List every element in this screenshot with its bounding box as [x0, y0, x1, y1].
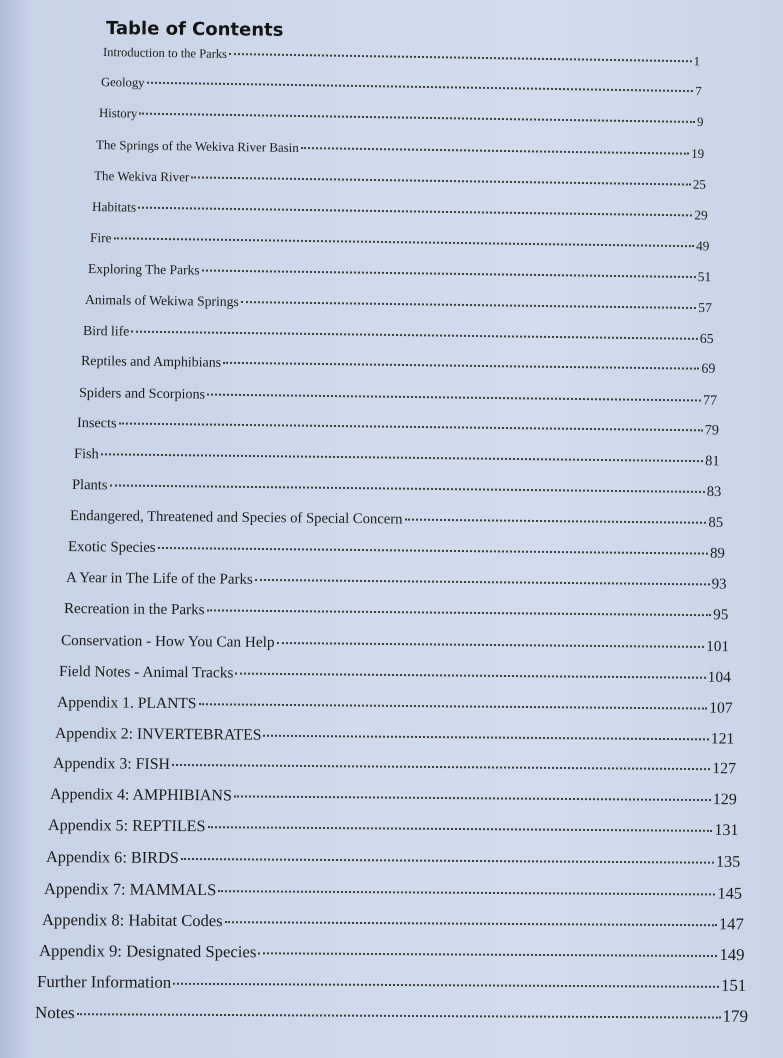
- dot-leader: [201, 268, 695, 278]
- dot-leader: [208, 825, 713, 832]
- toc-entry-page-number: 129: [713, 791, 738, 809]
- toc-entry-label: Plants: [72, 477, 108, 494]
- dot-leader: [118, 422, 702, 432]
- toc-entry: [88, 261, 711, 285]
- dot-leader: [218, 889, 715, 895]
- toc-entry-label: Fire: [89, 229, 112, 246]
- toc-entry-label: Appendix 5: REPTILES: [48, 817, 206, 836]
- dot-leader: [172, 763, 710, 770]
- toc-entry-label: Notes: [34, 1002, 75, 1023]
- toc-entry: [98, 106, 703, 130]
- dot-leader: [263, 733, 708, 740]
- toc-entry: [79, 385, 717, 410]
- dot-leader: [206, 608, 711, 616]
- toc-entry-page-number: 145: [717, 883, 742, 903]
- toc-entry-page-number: 147: [718, 914, 744, 934]
- toc-entry-label: Animals of Wekiwa Springs: [85, 291, 240, 309]
- toc-entry: [96, 137, 704, 162]
- dot-leader: [405, 518, 707, 524]
- toc-entry: [35, 1003, 748, 1027]
- dot-leader: [173, 982, 719, 988]
- toc-entry-page-number: 151: [721, 975, 747, 995]
- toc-entry-label: A Year in The Life of the Parks: [65, 570, 253, 588]
- toc-entry: [90, 230, 710, 254]
- toc-entry: [83, 323, 714, 347]
- toc-entry: [42, 910, 744, 934]
- toc-entry: [81, 354, 716, 378]
- toc-entry-page-number: 89: [709, 545, 725, 562]
- dot-leader: [110, 484, 705, 494]
- dot-leader: [277, 641, 705, 648]
- toc-entry-page-number: 127: [711, 760, 736, 778]
- toc-entry: [44, 879, 742, 904]
- toc-entry: [70, 508, 723, 532]
- toc-entry: [46, 848, 740, 872]
- toc-entry-label: Appendix 8: Habitat Codes: [41, 910, 223, 931]
- toc-entry-page-number: 121: [710, 729, 735, 748]
- toc-entry-label: Field Notes - Animal Tracks: [59, 662, 234, 682]
- toc-entry-page-number: 104: [707, 668, 732, 686]
- toc-entry-label: Appendix 1. PLANTS: [56, 693, 197, 712]
- toc-entry-page-number: 65: [699, 330, 714, 346]
- toc-entry-page-number: 83: [707, 484, 722, 501]
- toc-entry-label: Introduction to the Parks: [102, 44, 228, 61]
- dot-leader: [198, 702, 707, 709]
- toc-entry-label: Insects: [76, 415, 117, 432]
- toc-entry: [59, 663, 731, 687]
- toc-entry: [77, 415, 719, 440]
- toc-entry-label: Further Information: [37, 971, 172, 992]
- dot-leader: [259, 951, 718, 957]
- toc-entry-label: Endangered, Threatened and Species of Special Concern: [70, 508, 403, 528]
- toc-entry: [92, 199, 708, 224]
- toc-entry-label: Reptiles and Amphibians: [80, 353, 222, 371]
- toc-entry: [48, 817, 739, 840]
- toc-entry-page-number: 179: [722, 1006, 749, 1026]
- toc-entry-label: Appendix 3: FISH: [52, 755, 170, 774]
- toc-entry-page-number: 131: [714, 822, 739, 840]
- dot-leader: [146, 81, 693, 92]
- dot-leader: [255, 578, 710, 586]
- toc-entry-label: Conservation - How You Can Help: [61, 631, 275, 651]
- toc-entry: [50, 786, 737, 809]
- dot-leader: [241, 300, 696, 309]
- toc-entry-page-number: 85: [708, 514, 724, 532]
- toc-entry-page-number: 81: [705, 453, 721, 470]
- toc-entry-page-number: 135: [715, 852, 741, 872]
- dot-leader: [77, 1012, 721, 1018]
- toc-entry-label: Appendix 7: MAMMALS: [43, 879, 217, 900]
- toc-entry-page-number: 69: [701, 361, 716, 377]
- dot-leader: [139, 112, 695, 123]
- toc-entry: [72, 477, 722, 501]
- toc-entry-label: The Springs of the Wekiva River Basin: [96, 137, 300, 156]
- toc-entry-page-number: 101: [706, 637, 730, 656]
- toc-entry-page-number: 95: [712, 607, 728, 624]
- toc-entry-label: Appendix 2: INVERTEBRATES: [54, 724, 262, 744]
- toc-entry-page-number: 149: [719, 945, 745, 965]
- dot-leader: [234, 795, 711, 802]
- toc-entry-page-number: 25: [692, 176, 707, 192]
- toc-entry-label: Exploring The Parks: [87, 260, 200, 278]
- toc-entry: [63, 601, 727, 624]
- toc-entry-label: Spiders and Scorpions: [78, 384, 206, 403]
- toc-entry-page-number: 49: [695, 238, 710, 254]
- toc-entry: [52, 755, 735, 778]
- toc-entry-page-number: 79: [704, 422, 719, 439]
- toc-entry: [55, 725, 734, 749]
- toc-entry: [57, 694, 733, 718]
- dot-leader: [224, 920, 716, 926]
- toc-entry-label: Recreation in the Parks: [63, 600, 205, 619]
- dot-leader: [229, 51, 692, 61]
- toc-entry-page-number: 29: [694, 207, 708, 223]
- toc-entry: [85, 292, 712, 316]
- toc-entry: [101, 75, 702, 99]
- toc-entry-label: Appendix 6: BIRDS: [45, 848, 179, 868]
- toc-entry-label: Exotic Species: [67, 539, 156, 556]
- toc-entry-page-number: 57: [698, 299, 713, 316]
- dot-leader: [158, 546, 708, 555]
- toc-entry: [39, 941, 745, 965]
- toc-entry: [61, 632, 729, 656]
- toc-entry-page-number: 19: [691, 145, 705, 162]
- toc-entry-label: Habitats: [91, 199, 137, 215]
- toc-entry: [68, 539, 725, 563]
- dot-leader: [132, 329, 698, 339]
- toc-entry-page-number: 77: [702, 392, 718, 409]
- toc-entry-page-number: 107: [709, 699, 733, 717]
- toc-entry-page-number: 51: [697, 268, 711, 285]
- toc-title: Table of Contents: [105, 18, 284, 41]
- dot-leader: [207, 392, 701, 401]
- toc-entry-label: Fish: [74, 446, 100, 463]
- toc-entry: [94, 168, 706, 193]
- dot-leader: [223, 360, 699, 369]
- dot-leader: [101, 453, 703, 463]
- dot-leader: [236, 671, 706, 678]
- toc-entry-label: Bird life: [83, 322, 130, 339]
- toc-entry: [103, 45, 700, 69]
- toc-entry: [37, 972, 746, 996]
- dot-leader: [301, 146, 689, 155]
- dot-leader: [192, 176, 692, 186]
- toc-entry-label: The Wekiva River: [94, 168, 190, 185]
- toc-entry-page-number: 93: [711, 576, 727, 593]
- dot-leader: [181, 857, 714, 864]
- toc-entry: [74, 446, 720, 470]
- dot-leader: [138, 206, 692, 217]
- toc-entry-label: Geology: [100, 75, 145, 91]
- dot-leader: [113, 236, 694, 247]
- toc-entry-page-number: 7: [695, 84, 702, 99]
- toc-entry-label: Appendix 4: AMPHIBIANS: [50, 786, 233, 805]
- toc-entry-label: History: [98, 106, 138, 121]
- toc-entry-label: Appendix 9: Designated Species: [39, 940, 257, 962]
- toc-entry-page-number: 9: [696, 115, 704, 130]
- toc-entry: [66, 570, 727, 594]
- toc-entry-page-number: 1: [693, 53, 701, 68]
